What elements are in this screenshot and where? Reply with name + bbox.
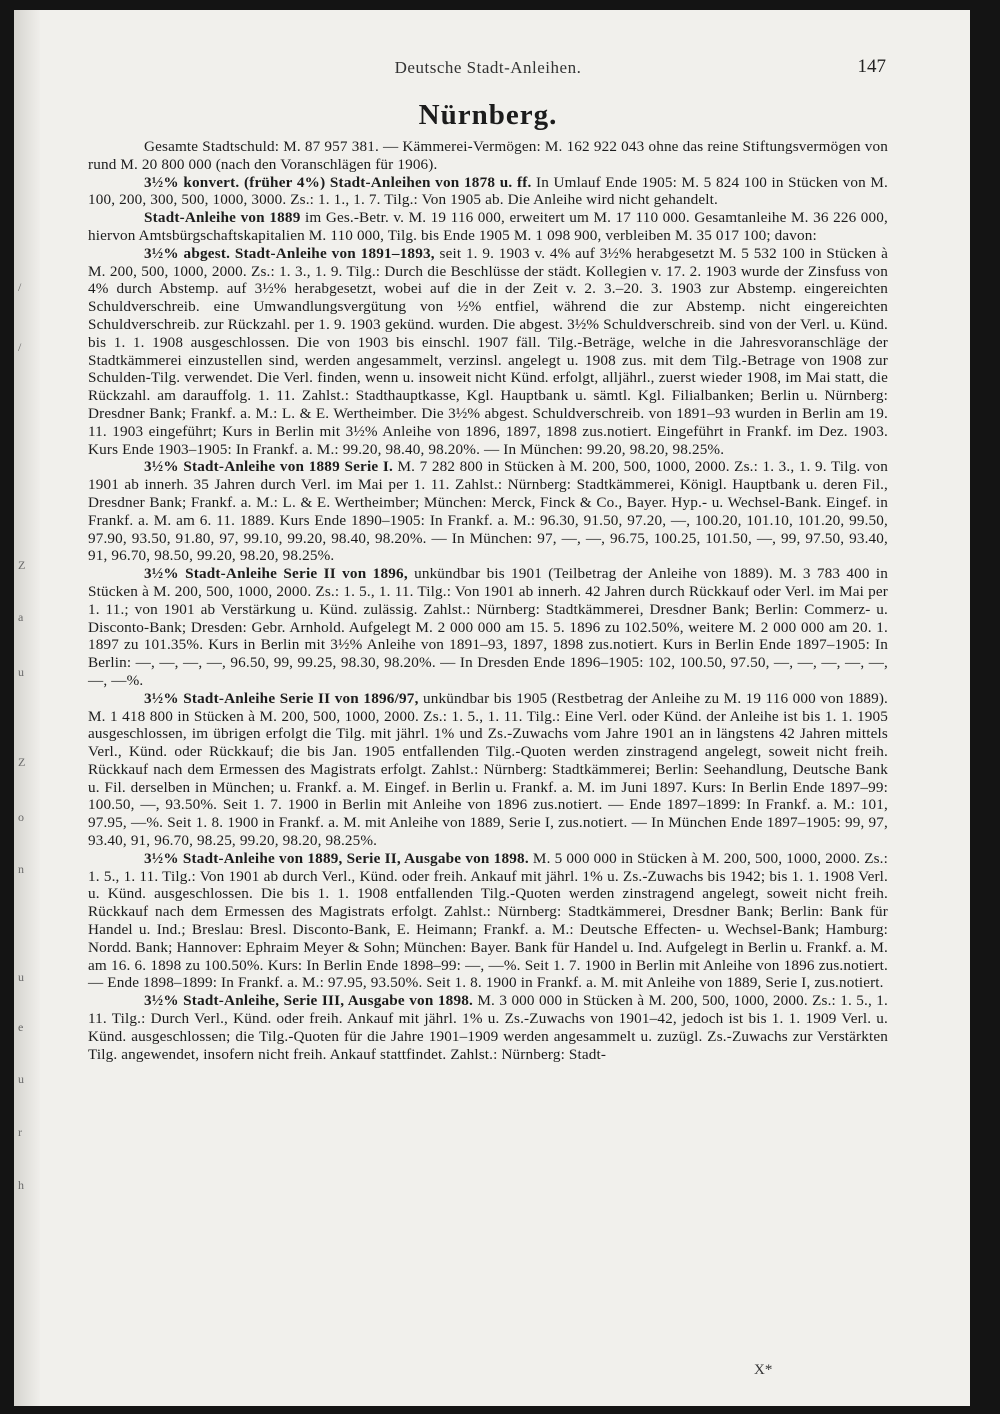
page-number: 147 xyxy=(857,56,886,77)
margin-mark: r xyxy=(18,1125,22,1139)
page-edge xyxy=(14,10,40,1406)
loan-entry xyxy=(88,174,888,210)
loan-entry xyxy=(88,690,888,850)
loan-title: 3½% Stadt-Anleihe, Serie III, Ausgabe von 1898. xyxy=(144,992,474,1010)
loan-entry xyxy=(88,850,888,992)
loan-title: Stadt-Anleihe von 1889 xyxy=(144,209,301,227)
running-title: Deutsche Stadt-Anleihen. xyxy=(394,58,582,77)
loan-title: 3½% Stadt-Anleihe Serie II von 1896/97, xyxy=(144,689,419,707)
margin-mark: h xyxy=(18,1178,24,1192)
margin-mark: u xyxy=(18,665,24,679)
margin-mark: u xyxy=(18,970,24,984)
loan-entry xyxy=(88,458,888,565)
loan-text: M. 7 282 800 in Stücken à M. 200, 500, 1000, 2000. Zs.: 1. 3., 1. 9. Tilg. von 1901 ab innerh. 35 Jahren durch Verl. im Mai per 1. 11. Zahlst.: Nürnberg: Stadtkämmerei, Königl. Hauptbank u. deren Fil., Dresdner Bank; Frankf. a. M.: L. & E. Wertheimber; München: Merck, Finck & Co., Bayer. Hyp.- u. Wechsel-Bank. Eingef. in Frankf. a. M. am 6. 11. 1889. Kurs Ende 1890–1905: In Frankf. a. M.: 96.30, 91.50, 97.20, —, 100.20, 101.10, 101.20, 99.50, 97.90, 93.50, 91.80, 97, 99.10, 99.20, 98.40, 98.20%. — In München: 97, —, —, 96.75, 100.25, 101.50, —, 99, 97.50, 93.40, 91, 96.70, 98.50, 99.20, 98.20, 98.25%. xyxy=(88,458,889,565)
margin-mark: Z xyxy=(18,558,26,572)
loan-title: 3½% konvert. (früher 4%) Stadt-Anleihen von 1878 u. ff. xyxy=(144,173,532,191)
loan-text: unkündbar bis 1905 (Restbetrag der Anleihe zu M. 19 116 000 von 1889). M. 1 418 800 in Stücken à M. 200, 500, 1000, 2000. Zs.: 1. 5., 1. 11. Tilg.: Eine Verl. oder Künd. der Anleihe ist bis 1. 1. 1905 ausgeschlossen, im übrigen erfolgt die Tilg. mit jährl. 1% und Zs.-Zuwachs vom Jahre 1901 an in längstens 42 Jahren mittels Verl., Künd. oder Rückkauf; die bis Jan. 1905 entfallenden Tilg.-Quoten werden zinstragend angelegt, soweit nicht freih. Rückkauf nach dem Ermessen des Magistrats erfolgt. Zahlst.: Nürnberg: Stadtkämmerei; Berlin: Seehandlung, Deutsche Bank u. Fil. derselben in München; u. Frankf. a. M. Eingef. in Berlin u. Frankf. a. M. im Juni 1897. Kurs: In Berlin Ende 1897–99: 100.50, —, 93.50%. Seit 1. 7. 1900 in Berlin mit Anleihe von 1896 zus.notiert. — Ende 1897–1899: In Frankf. a. M.: 101, 97.95, —%. Seit 1. 8. 1900 in Frankf. a. M. mit Anleihe von 1889, Serie I, zus.notiert. — In München Ende 1897–1905: 99, 97, 93.40, 91, 96.70, 98.25, 99.20, 98.20, 98.25%. xyxy=(88,689,889,850)
page-content xyxy=(88,58,888,1063)
loan-text: unkündbar bis 1901 (Teilbetrag der Anleihe von 1889). M. 3 783 400 in Stücken à M. 200, 500, 1000, 2000. Zs.: 1. 5., 1. 11. Tilg.: Von 1901 ab innerh. 42 Jahren durch Rückkauf oder Verl. im Mai per 1. 11.; von 1901 ab Verstärkung u. Künd. zulässig. Zahlst.: Nürnberg: Stadtkämmerei, Dresdner Bank; Berlin: Commerz- u. Disconto-Bank; Dresden: Gebr. Arnhold. Aufgelegt M. 2 000 000 am 15. 5. 1896 zu 102.50%, weitere M. 2 000 000 am 20. 1. 1897 zu 101.35%. Kurs in Berlin mit 3½% Anleihe von 1891–93, 1897, 1898 zus.notiert. Kurs in Berlin Ende 1897–1905: In Berlin: —, —, —, —, 96.50, 99, 99.25, 98.30, 98.20%. — In Dresden Ende 1896–1905: 102, 100.50, 97.50, —, —, —, —, —, —, —%. xyxy=(88,565,888,689)
loan-title: 3½% Stadt-Anleihe von 1889, Serie II, Ausgabe von 1898. xyxy=(144,849,529,867)
loan-entry xyxy=(88,565,888,690)
loan-title: 3½% abgest. Stadt-Anleihe von 1891–1893, xyxy=(144,244,435,262)
loan-title: 3½% Stadt-Anleihe Serie II von 1896, xyxy=(144,565,408,583)
debt-summary-paragraph xyxy=(88,138,888,174)
paragraph-text: Gesamte Stadtschuld: M. 87 957 381. — Kämmerei-Vermögen: M. 162 922 043 ohne das reine Stiftungsvermögen von rund M. 20 800 000 (nach den Voranschlägen für 1906). xyxy=(88,138,888,173)
margin-mark: / xyxy=(18,340,22,354)
loan-text: seit 1. 9. 1903 v. 4% auf 3½% herabgesetzt M. 5 532 100 in Stücken à M. 200, 500, 1000, 2000. Zs.: 1. 3., 1. 9. Tilg.: Durch die Beschlüsse der städt. Kollegien v. 17. 2. 1903 wurde der Zinsfuss von 4% durch Abstemp. auf 3½% herabgesetzt, wobei auf die in der Zeit v. 2. 3.–20. 3. 1903 zur Abstemp. eingereichten Schuldverschreib. eine Umwandlungsvergütung von ½% entfiel, während die zur Abstemp. nicht eingereichten Schuldverschreib. zur Rückzahl. per 1. 9. 1903 gekünd. wurden. Die abgest. 3½% Schuldverschreib. sind von der Verl. u. Künd. bis 1. 1. 1908 ausgeschlossen. Die von 1903 bis einschl. 1907 fäll. Tilg.-Beträge, welche in die Jahresvoranschläge der Stadtkämmerei einzustellen sind, werden angesammelt, verzinsl. angelegt u. 1908 zus. mit dem Tilg.-Betrage von 1908 zur Schulden-Tilg. verwendet. Die Verl. finden, wenn u. insoweit nicht Künd. erfolgt, alljährl., zuerst wieder 1908, im Mai statt, die Rückzahl. am darauffolg. 1. 11. Zahlst.: Stadthauptkasse, Kgl. Hauptbank u. sämtl. Kgl. Filialbanken; Berlin u. Nürnberg: Dresdner Bank; Frankf. a. M.: L. & E. Wertheimber. Die 3½% abgest. Schuldverschreib. von 1891–93 wurden in Berlin am 19. 11. 1903 eingeführt; Kurs in Berlin mit 3½% Anleihe von 1896, 1897, 1898 zus.notiert. Eingeführt in Frankf. im Dez. 1903. Kurs Ende 1903–1905: In Frankf. a. M.: 99.20, 98.40, 98.20%. — In München: 99.20, 98.20, 98.25%. xyxy=(88,244,889,458)
loan-text: M. 3 000 000 in Stücken à M. 200, 500, 1000, 2000. Zs.: 1. 5., 1. 11. Tilg.: Durch Verl., Künd. oder freih. Ankauf mit jährl. 1% u. Zs.-Zuwachs von 1901–42, jedoch ist bis 1. 1. 1909 Verl. u. Künd. ausgeschlossen; die Tilg.-Quoten für die Jahre 1901–1909 werden angesammelt u. zuzügl. Zs.-Zuwachs zur Verstärkten Tilg. angewendet, insofern nicht freih. Ankauf stattfindet. Zahlst.: Nürnberg: Stadt- xyxy=(88,992,888,1063)
margin-mark: / xyxy=(18,280,22,294)
loan-text: im Ges.-Betr. v. M. 19 116 000, erweitert um M. 17 110 000. Gesamtanleihe M. 36 226 000, hiervon Amtsbürgschaftskapitalien M. 110 000, Tilg. bis Ende 1905 M. 1 098 900, verbleiben M. 35 017 100; davon: xyxy=(88,209,888,244)
loan-text: M. 5 000 000 in Stücken à M. 200, 500, 1000, 2000. Zs.: 1. 5., 1. 11. Tilg.: Von 1901 ab durch Verl., Künd. oder freih. Ankauf mit jährl. 1% u. Zs.-Zuwachs bis 1942; bis 1. 1. 1908 Verl. u. Künd. ausgeschlossen. Die bis 1. 1. 1908 entfallenden Tilg.-Quoten werden zinstragend angelegt, soweit nicht freih. Rückkauf nach dem Ermessen des Magistrats erfolgt. Zahlst.: Nürnberg: Stadtkämmerei, Dresdner Bank; Berlin: Bank für Handel u. Ind.; Breslau: Bresl. Disconto-Bank, E. Heimann; Frankf. a. M.: Deutsche Effecten- u. Wechsel-Bank; Hamburg: Nordd. Bank; Hannover: Ephraim Meyer & Sohn; München: Bayer. Bank für Handel u. Ind. Aufgelegt in Berlin u. Frankf. a. M. am 16. 6. 1898 zu 100.50%. Kurs: In Berlin Ende 1898–99: —, —%. Seit 1. 7. 1900 in Berlin mit Anleihe von 1896 zus.notiert. — Ende 1898–1899: In Frankf. a. M.: 97.95, 93.50%. Seit 1. 8. 1900 in Frankf. a. M. mit Anleihe von 1889, Serie I, zus.notiert. xyxy=(88,849,888,992)
city-heading: Nürnberg. xyxy=(418,99,558,131)
margin-mark: n xyxy=(18,862,24,876)
signature-mark: X* xyxy=(754,1362,773,1378)
loan-entry xyxy=(88,245,888,459)
margin-mark: Z xyxy=(18,755,26,769)
loan-text: In Umlauf Ende 1905: M. 5 824 100 in Stücken von M. 100, 200, 300, 500, 1000, 3000. Zs.: 1. 1., 1. 7. Tilg.: Von 1905 ab. Die Anleihe wird nicht gehandelt. xyxy=(88,173,889,209)
margin-mark: u xyxy=(18,1072,24,1086)
margin-mark: e xyxy=(18,1020,24,1034)
loan-entry xyxy=(88,209,888,245)
running-head xyxy=(88,58,888,88)
margin-mark: o xyxy=(18,810,24,824)
loan-title: 3½% Stadt-Anleihe von 1889 Serie I. xyxy=(144,458,393,476)
loan-entry xyxy=(88,992,888,1063)
document-page xyxy=(14,10,970,1406)
margin-mark: a xyxy=(18,610,24,624)
